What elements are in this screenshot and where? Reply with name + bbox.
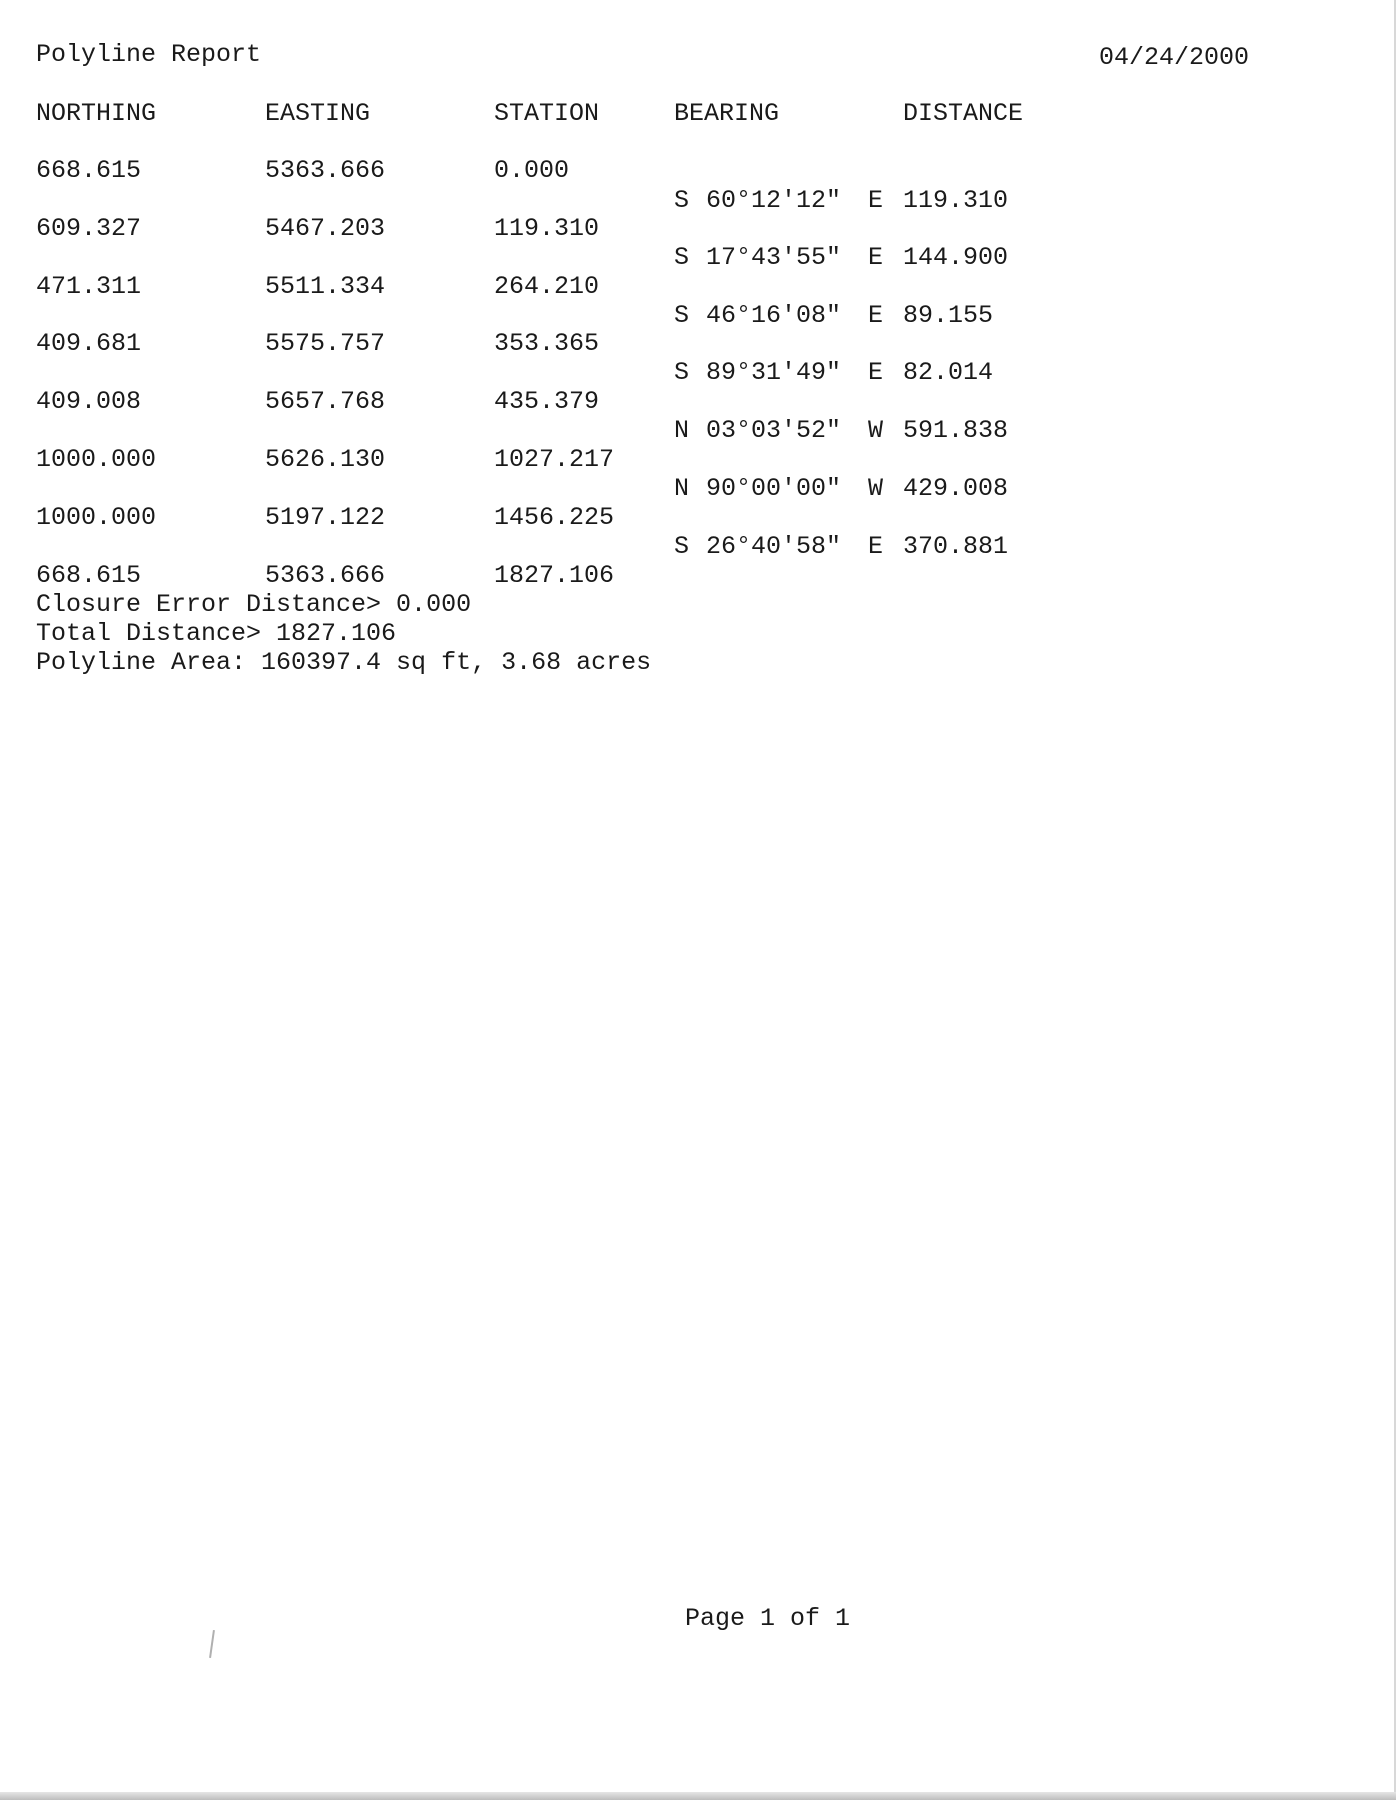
column-header-station: STATION <box>494 99 600 128</box>
station-cell: 264.210 <box>494 272 600 301</box>
northing-cell: 609.327 <box>36 214 142 243</box>
northing-cell: 1000.000 <box>36 445 157 474</box>
northing-cell: 668.615 <box>36 561 142 590</box>
station-cell: 435.379 <box>494 387 600 416</box>
course-distance: 591.838 <box>903 416 1009 445</box>
bearing-quadrant: W <box>868 416 884 445</box>
easting-cell: 5657.768 <box>265 387 386 416</box>
column-header-easting: EASTING <box>265 99 371 128</box>
closure-error-line: Closure Error Distance> 0.000 <box>36 590 472 619</box>
easting-cell: 5575.757 <box>265 329 386 358</box>
easting-cell: 5363.666 <box>265 561 386 590</box>
bearing-quadrant: W <box>868 474 884 503</box>
page-edge-bottom <box>0 1792 1396 1800</box>
bearing-quadrant: E <box>868 186 884 215</box>
station-cell: 1456.225 <box>494 503 615 532</box>
course-distance: 89.155 <box>903 301 994 330</box>
report-title: Polyline Report <box>36 40 262 69</box>
northing-cell: 668.615 <box>36 156 142 185</box>
column-header-distance: DISTANCE <box>903 99 1024 128</box>
bearing-direction: N <box>674 416 690 445</box>
course-distance: 119.310 <box>903 186 1009 215</box>
bearing-quadrant: E <box>868 243 884 272</box>
station-cell: 353.365 <box>494 329 600 358</box>
station-cell: 119.310 <box>494 214 600 243</box>
bearing-quadrant: E <box>868 358 884 387</box>
report-date: 04/24/2000 <box>1099 43 1250 72</box>
bearing-angle: 89°31'49" <box>706 358 842 387</box>
station-cell: 0.000 <box>494 156 570 185</box>
northing-cell: 471.311 <box>36 272 142 301</box>
bearing-quadrant: E <box>868 301 884 330</box>
bearing-angle: 60°12'12" <box>706 186 842 215</box>
total-distance-line: Total Distance> 1827.106 <box>36 619 397 648</box>
bearing-angle: 17°43'55" <box>706 243 842 272</box>
column-header-northing: NORTHING <box>36 99 157 128</box>
polyline-area-line: Polyline Area: 160397.4 sq ft, 3.68 acres <box>36 648 652 677</box>
easting-cell: 5363.666 <box>265 156 386 185</box>
bearing-direction: N <box>674 474 690 503</box>
page-number: Page 1 of 1 <box>685 1604 851 1633</box>
course-distance: 144.900 <box>903 243 1009 272</box>
column-header-bearing: BEARING <box>674 99 780 128</box>
bearing-direction: S <box>674 186 690 215</box>
bearing-quadrant: E <box>868 532 884 561</box>
bearing-angle: 46°16'08" <box>706 301 842 330</box>
bearing-angle: 90°00'00" <box>706 474 842 503</box>
bearing-angle: 26°40'58" <box>706 532 842 561</box>
northing-cell: 1000.000 <box>36 503 157 532</box>
easting-cell: 5197.122 <box>265 503 386 532</box>
northing-cell: 409.681 <box>36 329 142 358</box>
bearing-direction: S <box>674 301 690 330</box>
easting-cell: 5626.130 <box>265 445 386 474</box>
easting-cell: 5467.203 <box>265 214 386 243</box>
course-distance: 82.014 <box>903 358 994 387</box>
scan-artifact-mark <box>209 1630 215 1658</box>
easting-cell: 5511.334 <box>265 272 386 301</box>
bearing-direction: S <box>674 243 690 272</box>
bearing-direction: S <box>674 358 690 387</box>
bearing-direction: S <box>674 532 690 561</box>
course-distance: 429.008 <box>903 474 1009 503</box>
northing-cell: 409.008 <box>36 387 142 416</box>
bearing-angle: 03°03'52" <box>706 416 842 445</box>
station-cell: 1827.106 <box>494 561 615 590</box>
course-distance: 370.881 <box>903 532 1009 561</box>
station-cell: 1027.217 <box>494 445 615 474</box>
